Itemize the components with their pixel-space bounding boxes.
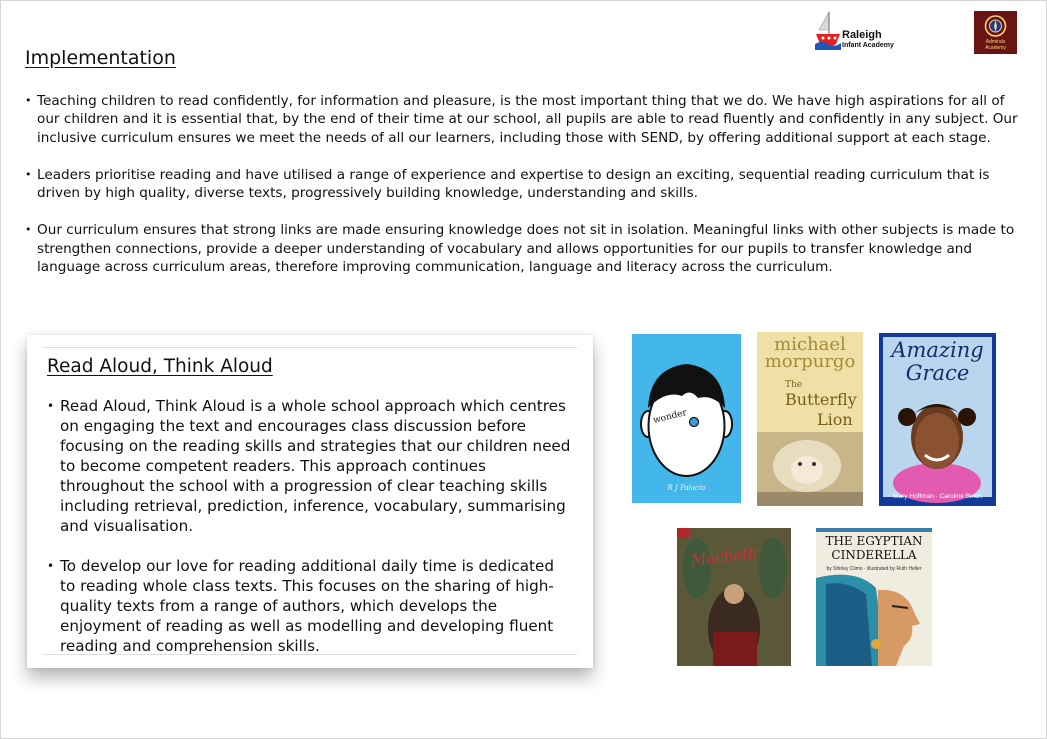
book-title: Macbeth <box>690 544 759 570</box>
card-bullets <box>47 396 573 655</box>
card-content <box>43 347 577 655</box>
book-title-line1: The <box>785 380 803 390</box>
raleigh-logo <box>814 10 914 54</box>
read-aloud-card <box>27 335 593 668</box>
ship-icon <box>814 10 842 54</box>
admirals-name-line2: Academy <box>985 45 1006 51</box>
admirals-name-line1: Admirals <box>985 39 1006 45</box>
implementation-bullets <box>25 92 1025 295</box>
card-title: Read Aloud, Think Aloud <box>47 356 273 377</box>
card-bullet-item: • Read Aloud, Think Aloud is a whole school approach which centres on engaging the text and encourages class discussion before focusing on the reading skills and strategies that our children need to become competent readers. This approach continues throughout the school with a progression of clear teaching skills including retrieval, prediction, inference, vocabulary, summarising and visualisation. <box>47 396 573 536</box>
bullet-item: • Our curriculum ensures that strong links are made ensuring knowledge does not sit in isolation. Meaningful links with other subjects is made to strengthen connections, provide a deeper understanding of vocabulary and allows opportunities for our pupils to transfer knowledge and language across curriculum areas, therefore improving communication, language and literacy across the curriculum. <box>25 221 1025 276</box>
wonder-face-illustration <box>632 334 741 503</box>
book-cover-wonder <box>632 334 741 503</box>
book-title: wonder <box>652 407 688 427</box>
book-cover-egyptian-cinderella <box>816 528 932 666</box>
book-author: by Shirley Climo · illustrated by Ruth Heller <box>826 566 922 572</box>
bullet-item: • Teaching children to read confidently, for information and pleasure, is the most important thing that we do. We have high aspirations for all of our children and it is essential that, by the end of their time at our school, all pupils are able to read fluently and confidently in any subject. Our inclusive curriculum ensures we meet the needs of all our learners, including those with SEND, by offering additional support at each stage. <box>25 92 1025 147</box>
book-title-line1: Amazing <box>891 338 984 362</box>
card-bullet-item: • To develop our love for reading additional daily time is dedicated to reading whole class texts. This focuses on the sharing of high-quality texts from a range of authors, which develops the enjoyment of reading as well as modelling and developing fluent reading and comprehension skills. <box>47 556 573 655</box>
book-cover-macbeth <box>677 528 791 666</box>
admirals-logo <box>974 11 1017 54</box>
book-author: michael morpurgo <box>764 334 856 372</box>
book-author: R J Palacio <box>667 484 706 492</box>
book-title-line2: CINDERELLA <box>831 548 917 562</box>
page-title: Implementation <box>25 47 176 69</box>
book-author: Mary Hoffman · Caroline Binch <box>893 493 982 500</box>
book-title-line2: Butterfly <box>785 390 857 409</box>
raleigh-subtitle: Infant Academy <box>842 42 894 49</box>
book-title-line2: Grace <box>905 361 970 385</box>
raleigh-name: Raleigh <box>842 29 882 41</box>
bullet-item: • Leaders prioritise reading and have utilised a range of experience and expertise to design an exciting, sequential reading curriculum that is driven by high quality, diverse texts, progressively building knowledge, understanding and skills. <box>25 166 1025 203</box>
book-cover-butterfly-lion <box>757 332 863 506</box>
book-cover-amazing-grace <box>879 333 996 506</box>
book-title-line1: THE EGYPTIAN <box>825 534 923 548</box>
book-title-line3: Lion <box>817 410 853 429</box>
